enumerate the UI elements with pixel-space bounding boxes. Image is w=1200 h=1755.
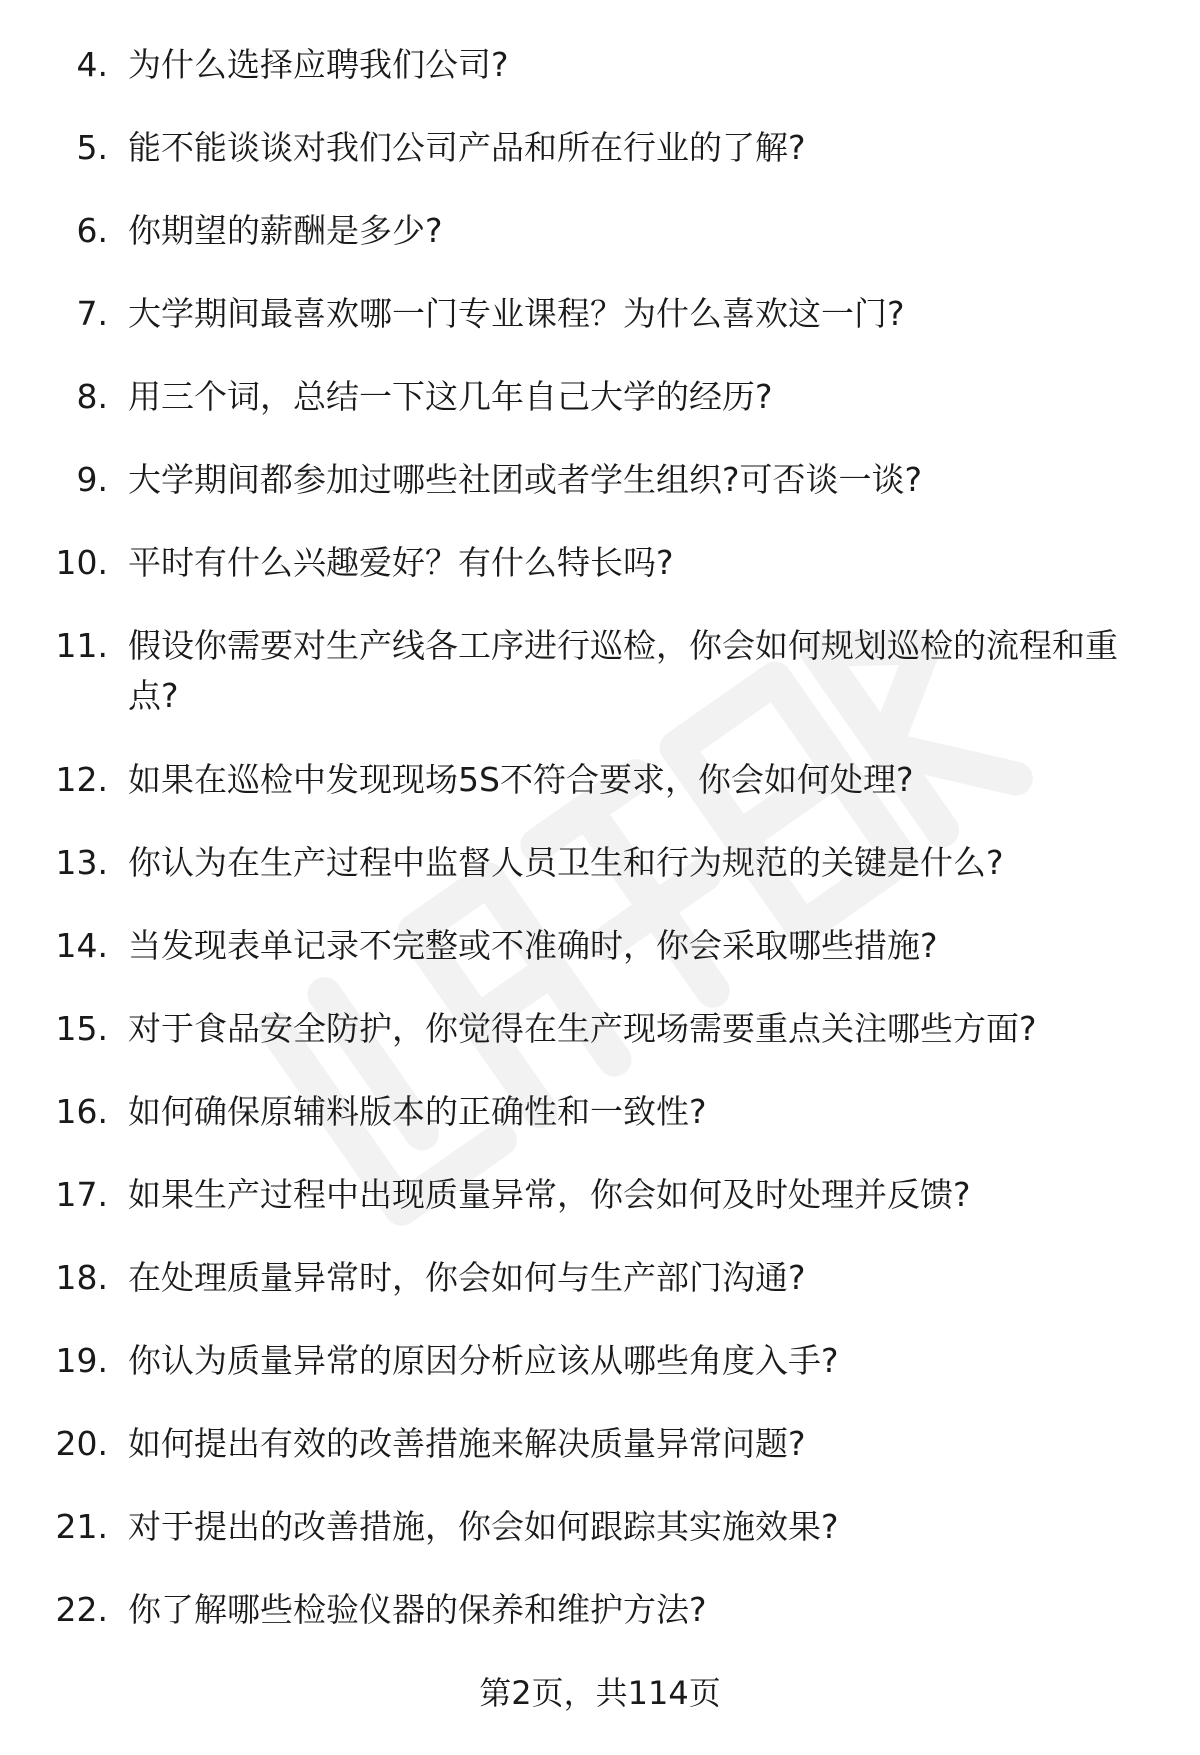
question-number: 11. <box>55 626 108 665</box>
question-number: 13. <box>55 843 108 882</box>
question-text: 如何确保原辅料版本的正确性和一致性? <box>128 1092 707 1131</box>
list-item <box>0 1502 1200 1585</box>
question-text: 能不能谈谈对我们公司产品和所在行业的了解? <box>128 128 806 167</box>
question-number: 9. <box>76 460 108 499</box>
list-item <box>0 621 1200 755</box>
question-number: 6. <box>76 211 108 250</box>
question-text: 你认为质量异常的原因分析应该从哪些角度入手? <box>128 1341 839 1380</box>
list-item <box>0 838 1200 921</box>
question-text: 大学期间都参加过哪些社团或者学生组织?可否谈一谈? <box>128 460 923 499</box>
question-number: 14. <box>55 926 108 965</box>
question-number: 8. <box>76 377 108 416</box>
list-item <box>0 1336 1200 1419</box>
question-number: 12. <box>55 760 108 799</box>
question-text: 对于食品安全防护，你觉得在生产现场需要重点关注哪些方面? <box>128 1009 1037 1048</box>
question-number: 20. <box>55 1424 108 1463</box>
question-text: 在处理质量异常时，你会如何与生产部门沟通? <box>128 1258 806 1297</box>
list-item <box>0 1253 1200 1336</box>
question-text: 你了解哪些检验仪器的保养和维护方法? <box>128 1590 707 1629</box>
question-number: 5. <box>76 128 108 167</box>
list-item <box>0 372 1200 455</box>
question-text: 你期望的薪酬是多少? <box>128 211 443 250</box>
question-number: 15. <box>55 1009 108 1048</box>
list-item <box>0 455 1200 538</box>
list-item <box>0 1419 1200 1502</box>
question-text: 用三个词，总结一下这几年自己大学的经历? <box>128 377 773 416</box>
list-item <box>0 1585 1200 1668</box>
question-number: 21. <box>55 1507 108 1546</box>
list-item <box>0 921 1200 1004</box>
page-footer: 第2页，共114页 <box>479 1674 721 1712</box>
question-text: 如果生产过程中出现质量异常，你会如何及时处理并反馈? <box>128 1175 971 1214</box>
list-item <box>0 123 1200 206</box>
question-number: 10. <box>55 543 108 582</box>
list-item <box>0 40 1200 123</box>
question-number: 16. <box>55 1092 108 1131</box>
list-item <box>0 1087 1200 1170</box>
question-number: 22. <box>55 1590 108 1629</box>
question-number: 19. <box>55 1341 108 1380</box>
question-number: 18. <box>55 1258 108 1297</box>
question-text: 对于提出的改善措施，你会如何跟踪其实施效果? <box>128 1507 839 1546</box>
list-item <box>0 1170 1200 1253</box>
question-list <box>0 40 1200 1668</box>
question-number: 17. <box>55 1175 108 1214</box>
question-text: 大学期间最喜欢哪一门专业课程？为什么喜欢这一门? <box>128 294 905 333</box>
question-text: 假设你需要对生产线各工序进行巡检，你会如何规划巡检的流程和重点? <box>128 626 1118 715</box>
question-number: 7. <box>76 294 108 333</box>
list-item <box>0 1004 1200 1087</box>
question-text: 当发现表单记录不完整或不准确时，你会采取哪些措施? <box>128 926 938 965</box>
question-text: 你认为在生产过程中监督人员卫生和行为规范的关键是什么? <box>128 843 1004 882</box>
question-text: 平时有什么兴趣爱好？有什么特长吗? <box>128 543 674 582</box>
list-item <box>0 206 1200 289</box>
question-number: 4. <box>76 45 108 84</box>
question-text: 为什么选择应聘我们公司? <box>128 45 509 84</box>
question-text: 如果在巡检中发现现场5S不符合要求，你会如何处理? <box>128 760 914 799</box>
list-item <box>0 538 1200 621</box>
list-item <box>0 289 1200 372</box>
list-item <box>0 755 1200 838</box>
question-text: 如何提出有效的改善措施来解决质量异常问题? <box>128 1424 806 1463</box>
